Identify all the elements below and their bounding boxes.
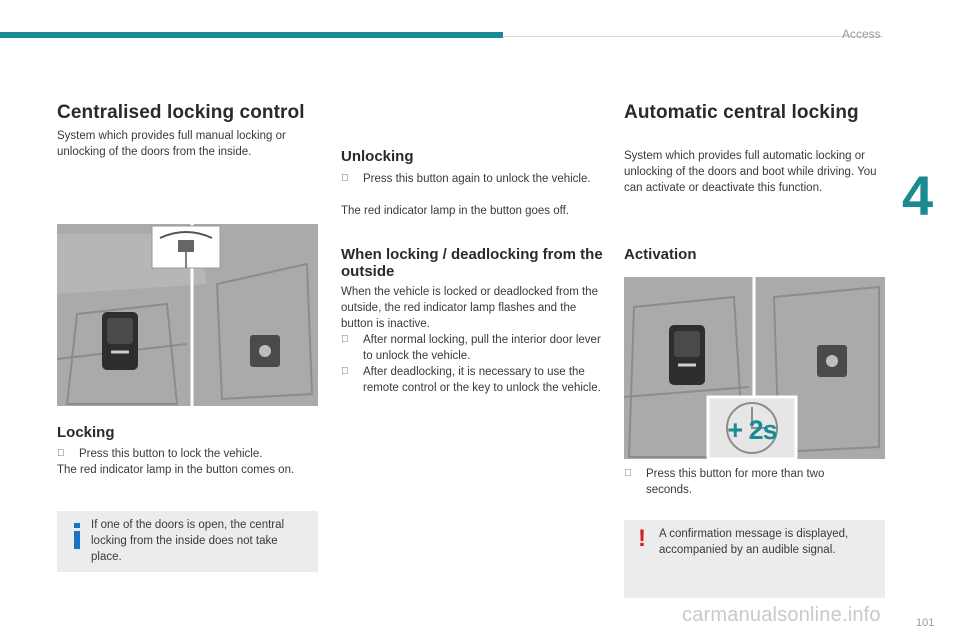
bullet-mark bbox=[341, 171, 349, 187]
warning-note-text: A confirmation message is displayed, accompanied by an audible signal. bbox=[659, 528, 849, 556]
info-note-text: If one of the doors is open, the central locking from the inside does not take place. bbox=[91, 519, 285, 563]
heading-activation: Activation bbox=[624, 246, 697, 263]
bullet-mark bbox=[57, 446, 65, 462]
outside-bullet-1 bbox=[341, 332, 603, 364]
heading-outside-locking: When locking / deadlocking from the outside bbox=[341, 246, 603, 280]
header-accent-bar bbox=[0, 32, 503, 38]
figure-activation-button bbox=[624, 277, 885, 459]
locking-bullet bbox=[57, 446, 334, 462]
section-title: Access bbox=[842, 27, 881, 41]
bullet-mark bbox=[341, 332, 349, 348]
bullet-mark bbox=[624, 466, 632, 482]
outside-bullet-2 bbox=[341, 364, 603, 396]
bullet-mark bbox=[341, 364, 349, 380]
header-rule bbox=[503, 36, 883, 37]
door-panel-illustration bbox=[57, 224, 318, 406]
centralised-intro: System which provides full manual locking or unlocking of the doors from the inside. bbox=[57, 130, 286, 158]
info-note bbox=[57, 511, 318, 572]
warning-icon: ! bbox=[638, 525, 646, 552]
heading-unlocking: Unlocking bbox=[341, 148, 414, 165]
automatic-intro: System which provides full automatic locking or unlocking of the doors and boot while driving. You can activate or deactivate this function. bbox=[624, 150, 877, 194]
outside-bullet-2-text: After deadlocking, it is necessary to use the remote control or the key to unlock the vehicle. bbox=[363, 366, 601, 394]
outside-text: When the vehicle is locked or deadlocked from the outside, the red indicator lamp flashes and the button is inactive. bbox=[341, 286, 598, 330]
unlocking-text: The red indicator lamp in the button goes off. bbox=[341, 205, 570, 217]
locking-bullet-text: Press this button to lock the vehicle. bbox=[79, 448, 263, 460]
chapter-number: 4 bbox=[902, 164, 934, 227]
locking-text: The red indicator lamp in the button comes on. bbox=[57, 464, 295, 476]
activation-bullet bbox=[624, 466, 846, 498]
activation-bullet-text: Press this button for more than two seconds. bbox=[646, 468, 825, 496]
info-icon bbox=[73, 523, 81, 554]
heading-centralised-locking: Centralised locking control bbox=[57, 102, 305, 123]
page-number: 101 bbox=[916, 617, 935, 629]
heading-locking: Locking bbox=[57, 424, 115, 441]
unlocking-bullet bbox=[341, 171, 603, 187]
unlocking-bullet-text: Press this button again to unlock the vehicle. bbox=[363, 173, 591, 185]
watermark: carmanualsonline.info bbox=[682, 604, 881, 626]
outside-bullet-1-text: After normal locking, pull the interior door lever to unlock the vehicle. bbox=[363, 334, 601, 362]
warning-note bbox=[624, 520, 885, 598]
duration-badge: + 2s bbox=[727, 415, 777, 445]
figure-locking-button bbox=[57, 224, 318, 406]
heading-automatic-locking: Automatic central locking bbox=[624, 102, 859, 123]
